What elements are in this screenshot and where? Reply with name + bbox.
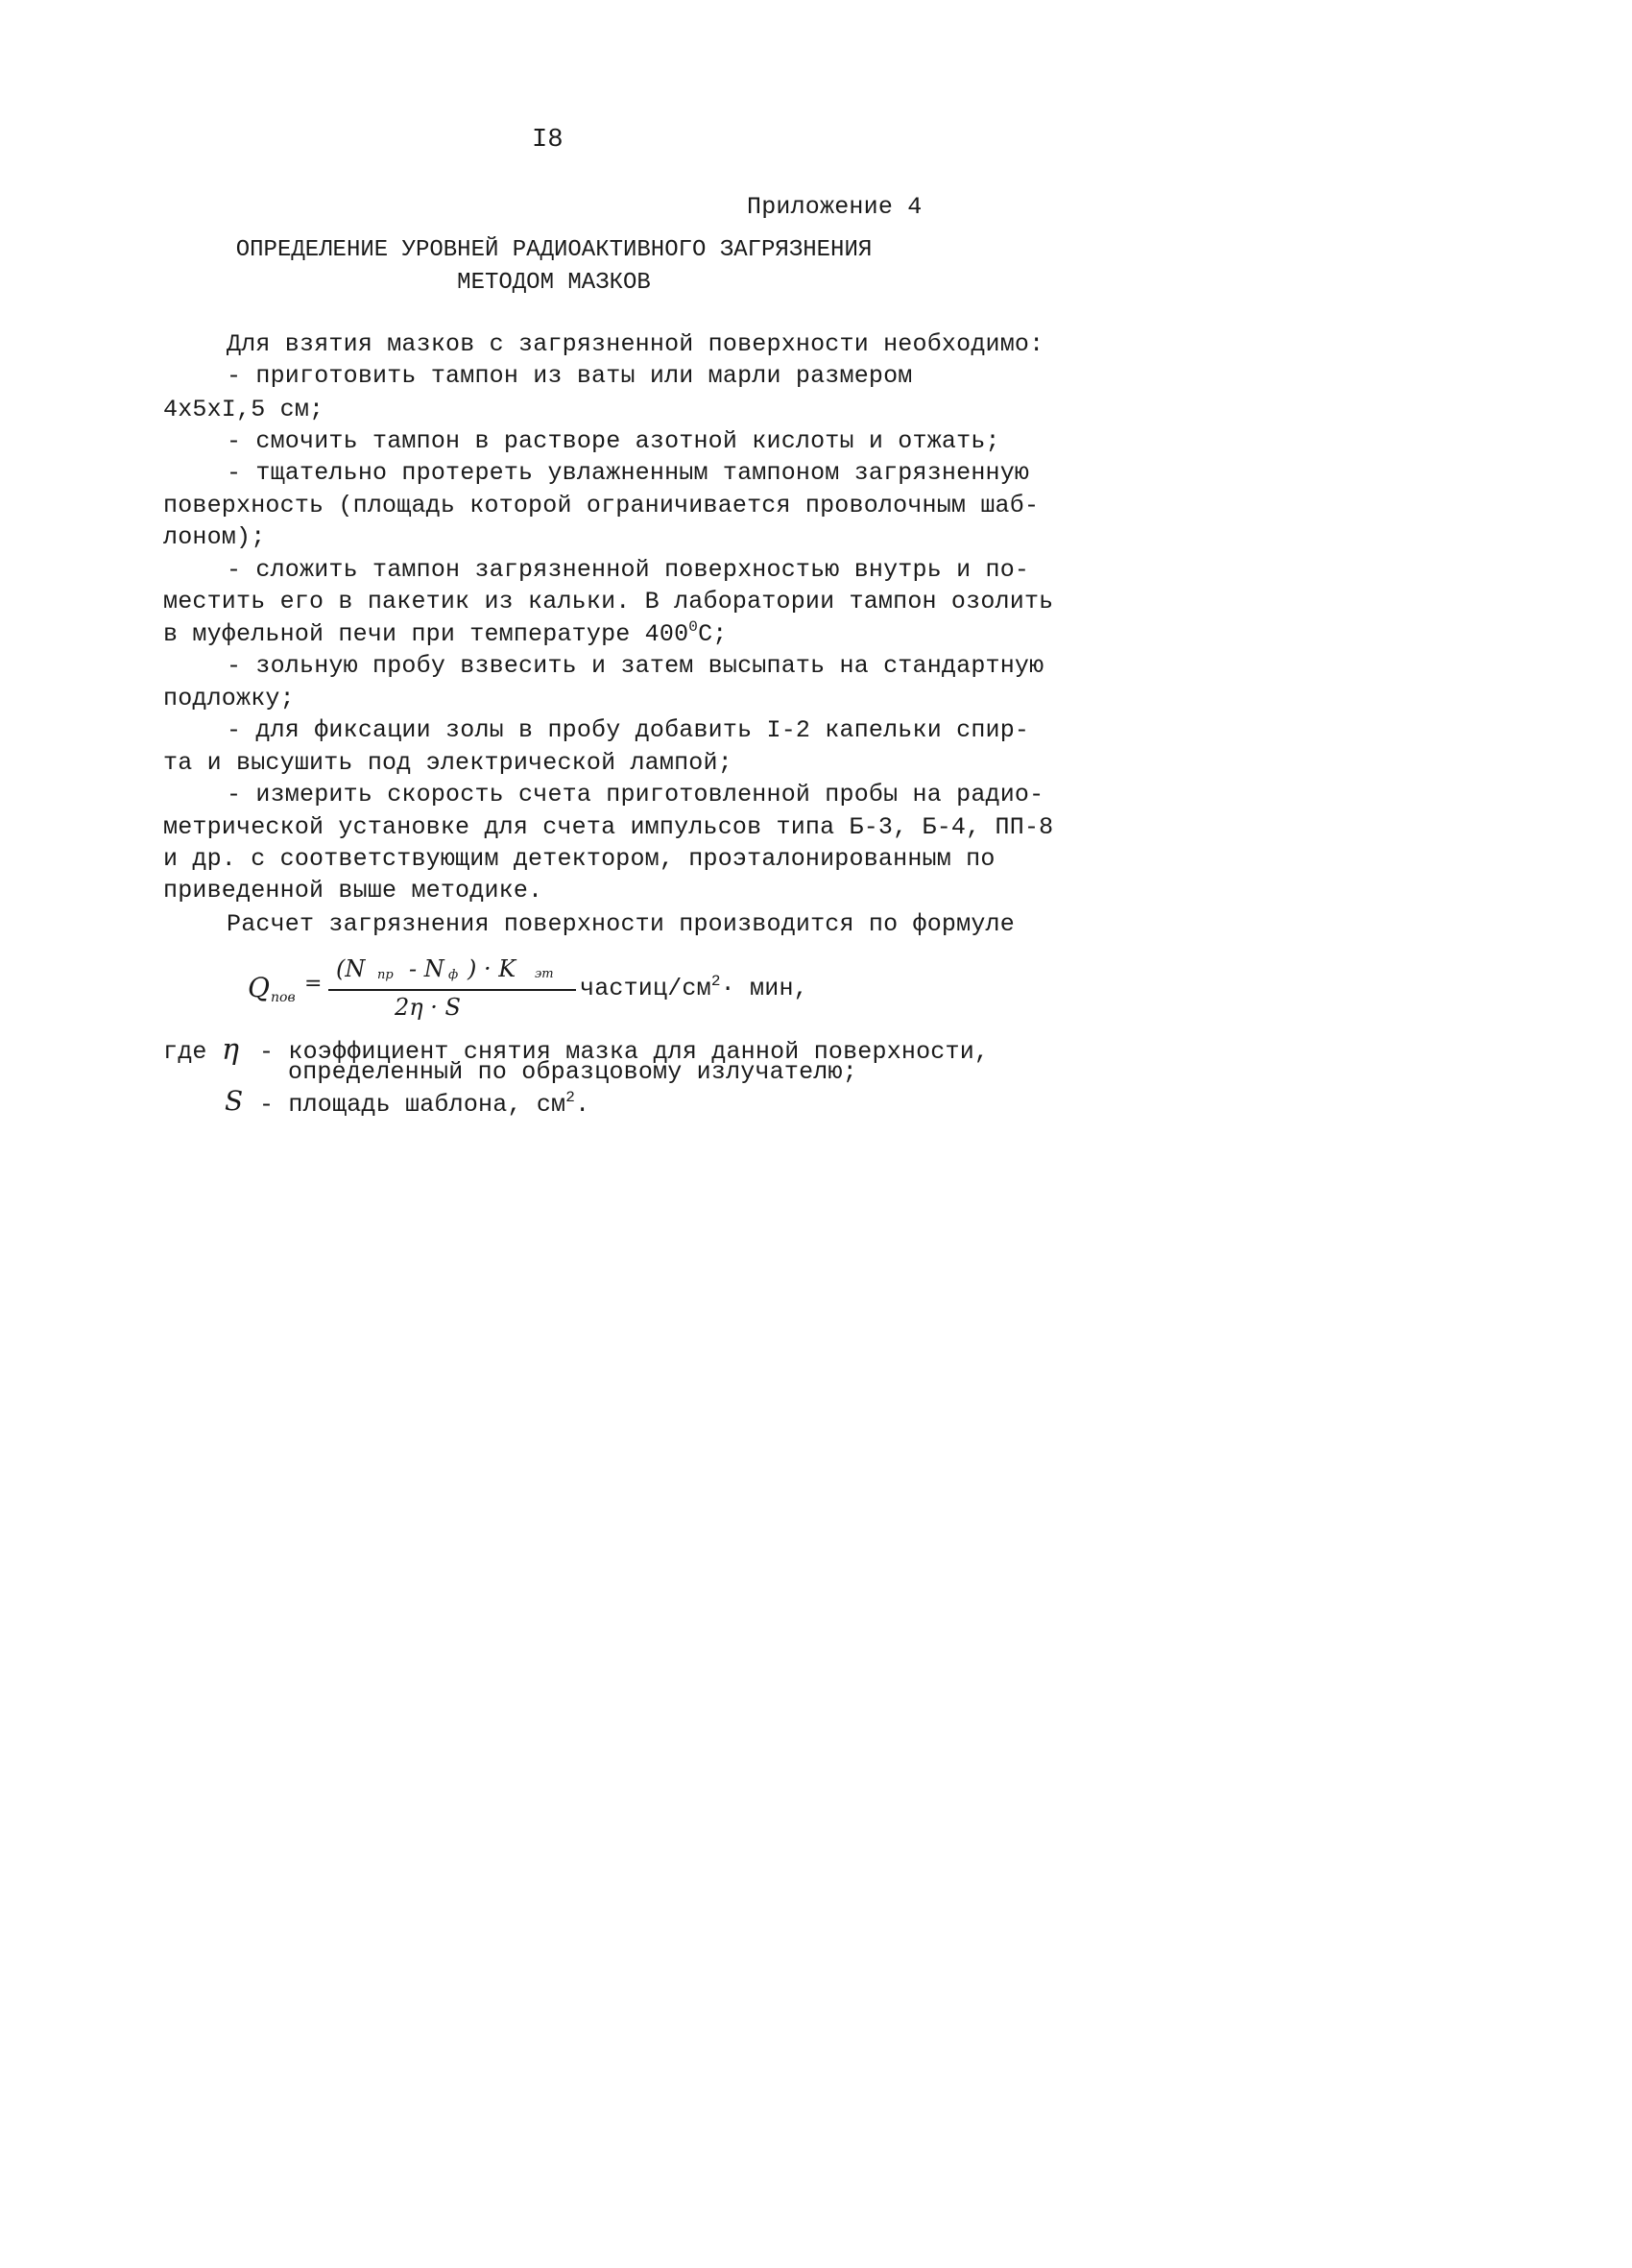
units-superscript: 2 (710, 973, 721, 990)
formula-nf-subscript: ф (448, 968, 459, 982)
body-line: - измерить скорость счета приготовленной пробы на радио- (227, 781, 1044, 808)
eta-symbol: η (222, 1033, 239, 1067)
body-line: приведенной выше методике. (163, 877, 543, 905)
body-line: - сложить тампон загрязненной поверхностью внутрь и по- (227, 556, 1030, 584)
degree-sign: 0 (688, 618, 699, 636)
formula-denominator: 2η · S (395, 994, 461, 1021)
formula-npr-subscript: пр (377, 968, 394, 982)
eta-definition-line-1: - коэффициент снятия мазка для данной поверхности, (259, 1038, 990, 1066)
title-line-2: МЕТОДОМ МАЗКОВ (457, 270, 651, 296)
body-line: - зольную пробу взвесить и затем высыпать на стандартную (227, 652, 1044, 680)
s-definition-text: - площадь шаблона, см (259, 1091, 566, 1119)
body-line: Для взятия мазков с загрязненной поверхности необходимо: (227, 330, 1044, 358)
formula-minus-n: - N (409, 955, 444, 982)
appendix-label: Приложение 4 (747, 193, 923, 221)
s-definition-end: . (575, 1091, 590, 1119)
units-suffix: · мин, (720, 975, 808, 1002)
temperature-unit: С; (698, 620, 728, 648)
body-line: - смочить тампон в растворе азотной кислоты и отжать; (227, 427, 1000, 455)
body-line: и др. с соответствующим детектором, проэталонированным по (163, 845, 996, 873)
formula-equals: = (304, 972, 323, 996)
units-prefix: частиц/см (580, 975, 711, 1002)
body-line: та и высушить под электрической лампой; (163, 749, 732, 777)
body-line: местить его в пакетик из кальки. В лаборатории тампон озолить (163, 588, 1054, 615)
where-label: где (163, 1038, 207, 1066)
s-symbol: S (225, 1085, 244, 1117)
eta-definition-line-2: определенный по образцовому излучателю; (288, 1058, 857, 1086)
body-line: 4х5хI,5 см; (163, 396, 324, 423)
fraction-bar (328, 989, 576, 991)
body-line: поверхность (площадь которой ограничивается проволочным шаб- (163, 492, 1040, 519)
body-line: метрической установке для счета импульсов типа Б-3, Б-4, ПП-8 (163, 813, 1054, 841)
body-line: Расчет загрязнения поверхности производится по формуле (227, 910, 1015, 938)
formula-units (580, 974, 808, 1006)
s-definition-superscript: 2 (565, 1089, 576, 1106)
body-line: - тщательно протереть увлажненным тампоном загрязненную (227, 459, 1030, 487)
body-line: лоном); (163, 523, 266, 551)
body-line: подложку; (163, 685, 295, 712)
title-line-1: ОПРЕДЕЛЕНИЕ УРОВНЕЙ РАДИОАКТИВНОГО ЗАГРЯЗНЕНИЯ (235, 237, 873, 263)
body-line: - приготовить тампон из ваты или марли размером (227, 362, 913, 390)
s-definition (259, 1090, 589, 1122)
formula-k-subscript: эт (535, 967, 554, 981)
body-line (163, 619, 728, 652)
formula-lhs-subscript: пов (271, 990, 296, 1005)
body-line: - для фиксации золы в пробу добавить I-2 капельки спир- (227, 716, 1030, 744)
page-number: I8 (532, 126, 564, 155)
formula-numerator-close: ) · K (468, 955, 516, 982)
formula-numerator-open: (N (336, 955, 366, 982)
formula-lhs: Q (248, 972, 270, 1003)
temperature-text: в муфельной печи при температуре 400 (163, 620, 689, 648)
